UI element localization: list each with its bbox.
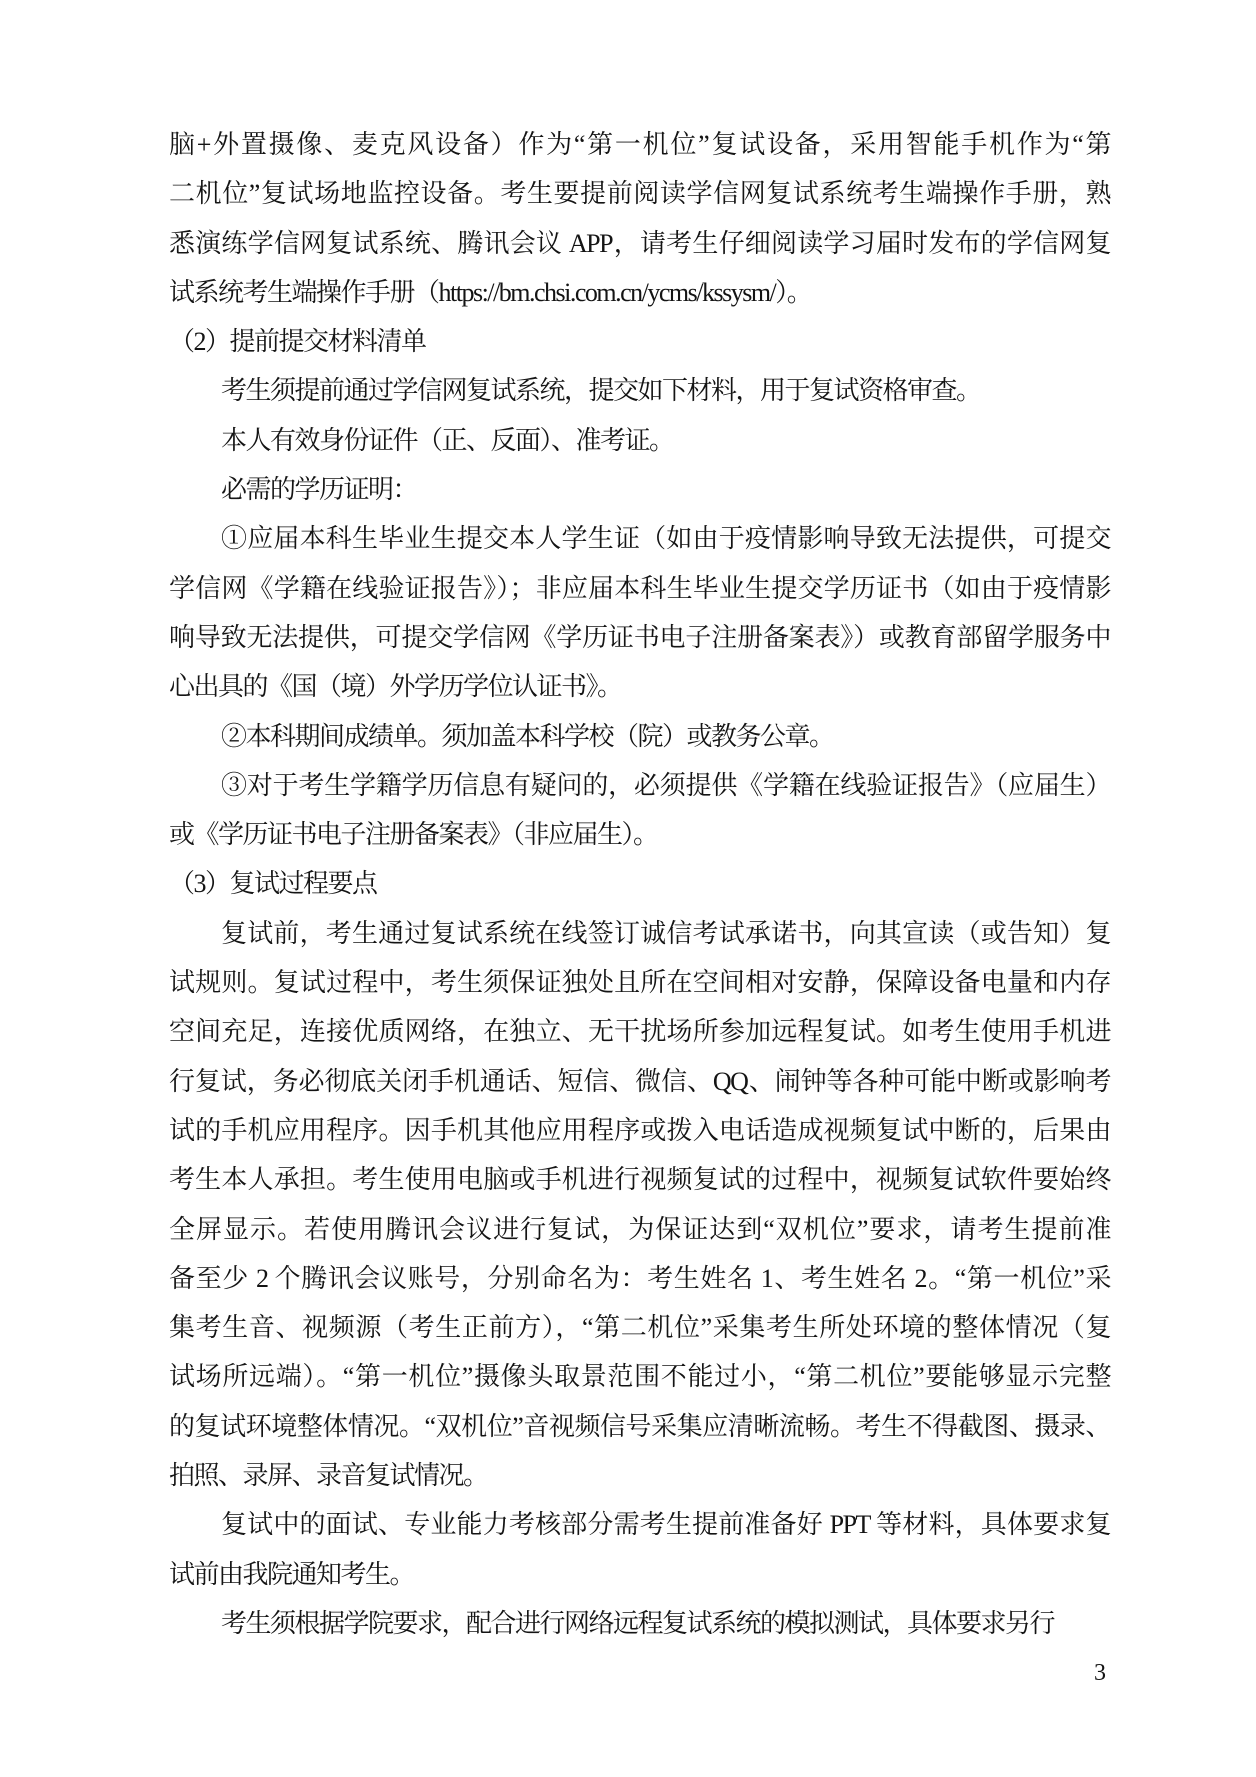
text-line: 复试前，考生通过复试系统在线签订诚信考试承诺书，向其宣读（或告知）复 bbox=[221, 918, 1110, 948]
text-line: 备至少 2 个腾讯会议账号，分别命名为：考生姓名 1、考生姓名 2。“第一机位”采 bbox=[169, 1263, 1110, 1293]
text-line: 试前由我院通知考生。 bbox=[169, 1559, 415, 1589]
text-line: 悉演练学信网复试系统、腾讯会议 APP，请考生仔细阅读学习届时发布的学信网复 bbox=[169, 228, 1110, 258]
text-line: 拍照、录屏、录音复试情况。 bbox=[169, 1461, 488, 1491]
text-line: 响导致无法提供，可提交学信网《学历证书电子注册备案表》）或教育部留学服务中 bbox=[169, 622, 1110, 652]
text-line: 全屏显示。若使用腾讯会议进行复试，为保证达到“双机位”要求，请考生提前准 bbox=[169, 1214, 1110, 1244]
text-line: 试规则。复试过程中，考生须保证独处且所在空间相对安静，保障设备电量和内存 bbox=[169, 968, 1110, 998]
text-line: 二机位”复试场地监控设备。考生要提前阅读学信网复试系统考生端操作手册，熟 bbox=[169, 179, 1110, 209]
text-line: 心出具的《国（境）外学历学位认证书》。 bbox=[169, 672, 622, 702]
text-line: 或《学历证书电子注册备案表》（非应届生）。 bbox=[169, 820, 658, 850]
document-body bbox=[169, 120, 1110, 1648]
text-line: 必需的学历证明： bbox=[221, 475, 418, 505]
text-line: 本人有效身份证件（正、反面）、准考证。 bbox=[221, 425, 674, 455]
text-line: 学信网《学籍在线验证报告》）；非应届本科生毕业生提交学历证书（如由于疫情影 bbox=[169, 573, 1110, 603]
text-line: 试系统考生端操作手册（https://bm.chsi.com.cn/ycms/kssysm/）。 bbox=[169, 277, 812, 307]
text-line: 试场所远端）。“第一机位”摄像头取景范围不能过小，“第二机位”要能够显示完整 bbox=[169, 1362, 1110, 1392]
text-line: 行复试，务必彻底关闭手机通话、短信、微信、QQ、闹钟等各种可能中断或影响考 bbox=[169, 1066, 1110, 1096]
text-line: 考生须根据学院要求，配合进行网络远程复试系统的模拟测试，具体要求另行 bbox=[221, 1608, 1055, 1638]
text-line: 复试中的面试、专业能力考核部分需考生提前准备好 PPT 等材料，具体要求复 bbox=[221, 1510, 1110, 1540]
text-line: 试的手机应用程序。因手机其他应用程序或拨入电话造成视频复试中断的，后果由 bbox=[169, 1115, 1110, 1145]
text-line: 集考生音、视频源（考生正前方），“第二机位”采集考生所处环境的整体情况（复 bbox=[169, 1313, 1110, 1343]
text-line: 脑+外置摄像、麦克风设备）作为“第一机位”复试设备，采用智能手机作为“第 bbox=[169, 130, 1110, 159]
text-line: 空间充足，连接优质网络，在独立、无干扰场所参加远程复试。如考生使用手机进 bbox=[169, 1017, 1110, 1047]
text-line: （3）复试过程要点 bbox=[169, 869, 377, 899]
page-number: 3 bbox=[1094, 1660, 1106, 1686]
text-line: ②本科期间成绩单。须加盖本科学校（院）或教务公章。 bbox=[221, 721, 834, 751]
text-line: 考生须提前通过学信网复试系统，提交如下材料，用于复试资格审查。 bbox=[221, 376, 981, 406]
text-line: ①应届本科生毕业生提交本人学生证（如由于疫情影响导致无法提供，可提交 bbox=[221, 524, 1110, 554]
text-line: 考生本人承担。考生使用电脑或手机进行视频复试的过程中，视频复试软件要始终 bbox=[169, 1165, 1110, 1195]
text-line: 的复试环境整体情况。“双机位”音视频信号采集应清晰流畅。考生不得截图、摄录、 bbox=[169, 1411, 1110, 1441]
text-line: ③对于考生学籍学历信息有疑问的，必须提供《学籍在线验证报告》（应届生） bbox=[221, 770, 1110, 800]
text-line: （2）提前提交材料清单 bbox=[169, 327, 426, 357]
